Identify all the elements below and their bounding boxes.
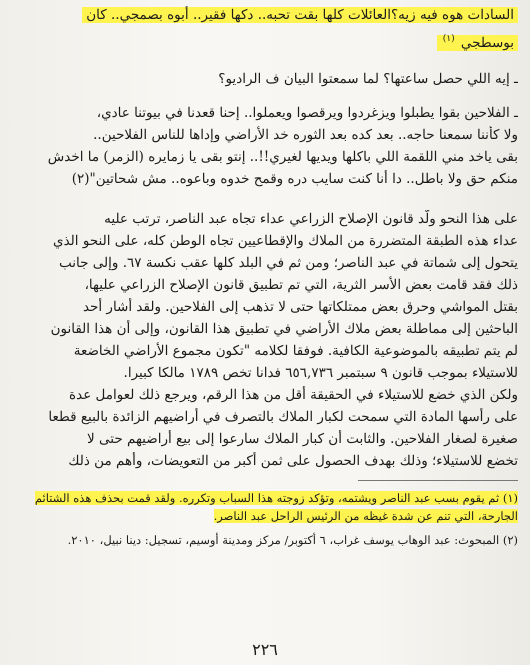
- footnote-1-line-1: [12, 490, 518, 506]
- paragraph-line: للاستيلاء بموجب قانون ٩ سبتمبر ٦٥٦,٧٣٦ فدانا تخص ١٧٨٩ مالكا كبيرا.: [123, 365, 518, 381]
- highlighted-text: السادات هوه فيه زيه؟العائلات كلها بقت تحبه.. دكها فقير.. أبوه بصمجي.. كان: [82, 7, 518, 23]
- paragraph-line: على رأسها المادة التي سمحت لكبار الملاك بالتصرف في أراضيهم الزائدة بالبيع قطعا: [48, 409, 518, 425]
- paragraph-line: بقتل المواشي وحرق بعض ممتلكاتها حتى لا تذهب إلى الفلاحين. ولقد أشار أحد: [82, 299, 518, 315]
- paragraph-line: عداء هذه الطبقة المتضررة من الملاك والإقطاعيين تجاه الوطن كله، على النحو الذي: [53, 233, 518, 249]
- paragraph-line: يتحول إلى شماتة في عبد الناصر؛ ومن ثم في البلد كلها عقب نكسة ٦٧. وإلى جانب: [59, 255, 518, 271]
- header-word: بوسطجي: [460, 34, 514, 51]
- highlighted-text: الجارحة، التي تنم عن شدة غيظه من الرئيس الراحل عبد الناصر.: [213, 509, 518, 523]
- paragraph-line: صغيرة لصغار الفلاحين. والثابت أن كبار الملاك سارعوا إلى بيع أراضيهم حتى لا: [87, 431, 518, 447]
- footnote-divider: [358, 480, 518, 481]
- highlighted-text: [437, 35, 518, 51]
- paragraph-line: تخضع للاستيلاء؛ وذلك بهدف الحصول على ثمن أكبر من التعويضات، وأهم من ذلك: [68, 453, 518, 469]
- answer-line: ولا كأننا سمعنا حاجه.. بعد كده بعد الثوره خد الأراضي وإداها للناس الفلاحين..: [93, 127, 518, 143]
- header-line-1: [12, 6, 518, 24]
- paragraph-line: على هذا النحو ولّد قانون الإصلاح الزراعي عداء تجاه عبد الناصر، ترتب عليه: [104, 211, 518, 227]
- paragraph-line: لم يتم تطبيقه بالموضوعية الكافية. فوفقا لكلامه "تكون مجموع الأراضي الخاضعة: [73, 343, 518, 359]
- footnote-2: (٢) المبحوث: عبد الوهاب يوسف غراب، ٦ أكتوبر/ مركز ومدينة أوسيم، تسجيل: دينا نبيل، ٢٠١٠.: [67, 533, 518, 547]
- paragraph-line: الباحثين إلى مماطلة بعض ملاك الأراضي في تطبيق هذا القانون، وإلى أن هذا القانون: [50, 321, 518, 337]
- paragraph-line: ذلك فقد قامت بعض الأسر الثرية، التي تم تطبيق قانون الإصلاح الزراعي عليها،: [84, 277, 518, 293]
- paragraph-line: ولكن الذي خضع للاستيلاء في الحقيقة أقل من هذا الرقم، ويرجع ذلك لعوامل عدة: [69, 387, 518, 403]
- question-line: ـ إيه اللي حصل ساعتها؟ لما سمعتوا البيان ف الراديو؟: [218, 71, 518, 87]
- answer-line: منكم حق ولا باطل.. دا أنا كنت سايب دره وقمح خدوه وباعوه.. مش شحاتين"(٢): [71, 171, 518, 187]
- footnote-1-line-2: [12, 508, 518, 524]
- footnote-ref-1: (١): [442, 34, 455, 44]
- answer-line: بقى ياخد مني اللقمة اللي باكلها ويديها لغيري!!.. إنتو بقى يا زمايره (الزمر) ما اخدش: [47, 149, 518, 165]
- page-number: ٢٢٦: [252, 640, 278, 659]
- footnotes-section: [12, 490, 518, 548]
- answer-line: ـ الفلاحين بقوا يطبلوا ويزغردوا ويرقصوا ويعملوا.. إحنا قعدنا في بيوتنا عادي،: [96, 105, 518, 121]
- header-line-2: [12, 30, 518, 52]
- highlighted-text: (١) ثم يقوم بسب عبد الناصر ويشتمه، وتؤكد زوجته هذا السباب وتكرره. ولقد قمت بحذف هذه الشتائم: [34, 491, 518, 505]
